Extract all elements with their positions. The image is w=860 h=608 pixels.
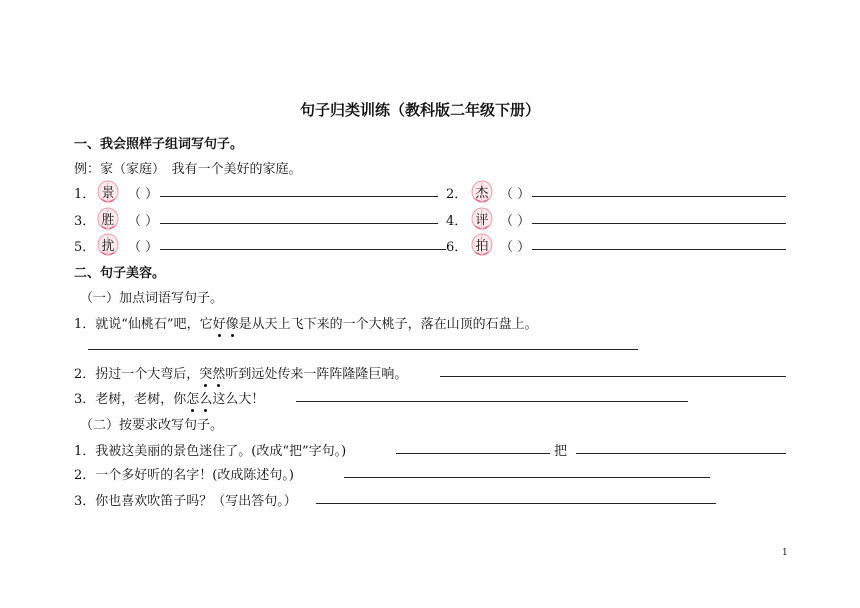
answer-line[interactable]: [296, 401, 688, 402]
subsection-one-heading: （一）加点词语写句子。: [80, 291, 224, 306]
answer-line[interactable]: [532, 196, 786, 197]
dotted-char: 怎: [186, 388, 199, 407]
item-paren: （ ）: [500, 187, 531, 202]
answer-line[interactable]: [160, 223, 438, 224]
peach-char-box: [96, 178, 120, 202]
answer-line[interactable]: [532, 249, 786, 250]
peach-char-box: [470, 205, 494, 229]
question-post: 这么大！: [212, 392, 265, 407]
item-char: 杰: [475, 186, 489, 201]
answer-line[interactable]: [576, 453, 786, 454]
question-text: [74, 313, 538, 332]
answer-line[interactable]: [160, 249, 446, 250]
item-paren: （ ）: [500, 240, 531, 255]
peach-char-box: [96, 231, 120, 255]
item-paren: （ ）: [128, 187, 159, 202]
section-two-heading: 二、句子美容。: [74, 266, 166, 281]
question-text: 1．我被这美丽的景色迷住了。(改成“把”字句。): [74, 444, 347, 459]
item-char: 拍: [475, 239, 489, 254]
item-number: 3．: [74, 214, 96, 229]
answer-line[interactable]: [440, 376, 786, 377]
peach-char-box: [96, 205, 120, 229]
answer-line[interactable]: [396, 453, 550, 454]
peach-char-box: [470, 231, 494, 255]
peach-char-box: [470, 178, 494, 202]
item-char: 胜: [101, 213, 115, 228]
item-char: 景: [101, 186, 115, 201]
question-post: 是从天上飞下来的一个大桃子，落在山顶的石盘上。: [238, 317, 538, 332]
question-text: 3．你也喜欢吹笛子吗？（写出答句。）: [74, 494, 297, 509]
question-text: [74, 363, 407, 382]
question-post: 听到远处传来一阵阵隆隆巨响。: [225, 367, 408, 382]
answer-line[interactable]: [88, 349, 638, 350]
dotted-char: 然: [212, 363, 225, 382]
example-line: 例：家（家庭） 我有一个美好的家庭。: [74, 162, 302, 177]
item-paren: （ ）: [128, 240, 159, 255]
dotted-char: 么: [199, 388, 212, 407]
section-one-heading: 一、我会照样子组词写句子。: [74, 137, 244, 152]
dotted-char: 突: [199, 363, 212, 382]
question-text: [74, 388, 264, 407]
item-char: 扰: [101, 239, 115, 254]
item-paren: （ ）: [128, 214, 159, 229]
item-number: 4．: [446, 214, 468, 229]
answer-line[interactable]: [344, 477, 710, 478]
ba-word: 把: [554, 444, 568, 459]
question-pre: 2．拐过一个大弯后，: [74, 367, 200, 382]
question-pre: 3．老树，老树，你: [74, 392, 187, 407]
answer-line[interactable]: [160, 196, 438, 197]
item-number: 1．: [74, 187, 96, 202]
dotted-char: 像: [226, 313, 239, 332]
dotted-char: 好: [213, 313, 226, 332]
question-pre: 1．就说“仙桃石”吧，它: [74, 317, 213, 332]
page-number: 1: [782, 548, 788, 558]
subsection-two-heading: （二）按要求改写句子。: [80, 418, 224, 433]
item-paren: （ ）: [500, 214, 531, 229]
answer-line[interactable]: [532, 223, 786, 224]
page-title: 句子归类训练（教科版二年级下册）: [300, 101, 541, 119]
item-number: 2．: [446, 187, 468, 202]
item-number: 5．: [74, 240, 96, 255]
item-number: 6．: [446, 240, 468, 255]
answer-line[interactable]: [316, 503, 716, 504]
question-text: 2．一个多好听的名字！(改成陈述句。): [74, 468, 294, 483]
item-char: 评: [475, 213, 489, 228]
